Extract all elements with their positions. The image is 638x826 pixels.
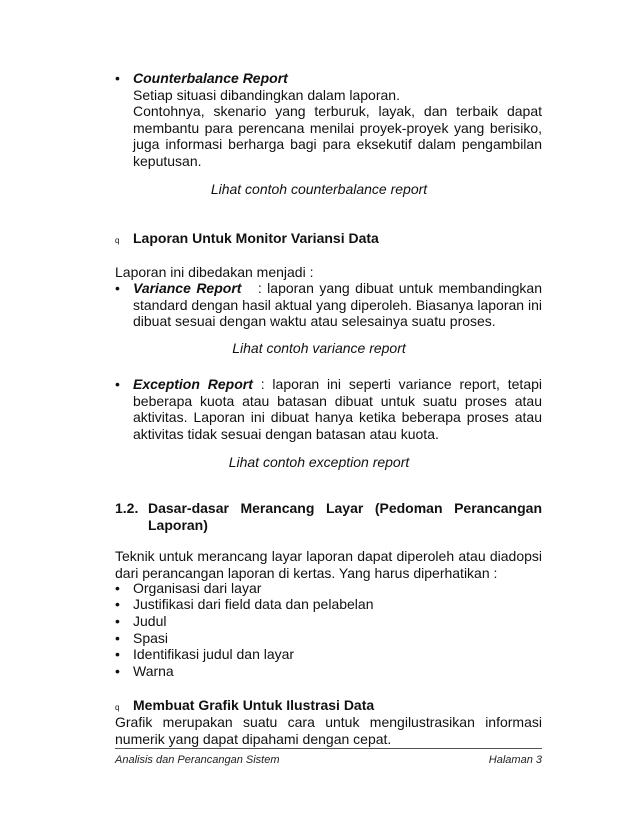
bullet-dot: • — [115, 580, 120, 596]
bullet-dot: • — [115, 376, 120, 392]
section-intro: Teknik untuk merancang layar laporan dapat diperoleh atau diadopsi dari perancangan laporan di kertas. Yang harus diperhatikan : — [115, 548, 542, 581]
section-title: Dasar-dasar Merancang Layar (Pedoman Perancangan Laporan) — [148, 500, 542, 533]
exception-text: : laporan ini seperti variance report, tetapi beberapa kuota atau batasan dibuat untuk suatu proses atau aktivitas. Laporan ini dibuat hanya ketika beberapa proses atau aktivitas tidak sesuai dengan batasan atau kuota. — [133, 376, 542, 442]
counterbalance-line1: Setiap situasi dibandingkan dalam laporan. — [133, 87, 400, 103]
footer-page-number: Halaman 3 — [488, 754, 542, 766]
bullet-dot: • — [115, 613, 120, 629]
counterbalance-title: Counterbalance Report — [133, 70, 288, 86]
list-item: Judul — [133, 613, 167, 629]
bullet-dot: • — [115, 70, 120, 86]
list-item: Organisasi dari layar — [133, 580, 262, 596]
grafik-text: Grafik merupakan suatu cara untuk mengilustrasikan informasi numerik yang dapat dipahami dengan cepat. — [115, 714, 542, 747]
bullet-dot: • — [115, 280, 120, 296]
q-bullet: q — [115, 236, 120, 245]
counterbalance-paragraph: Contohnya, skenario yang terburuk, layak, dan terbaik dapat membantu para perencana menilai proyek-proyek yang berisiko, juga informasi berharga bagi para eksekutif dalam pengambilan keputusan. — [133, 103, 542, 169]
list-item: Spasi — [133, 630, 169, 646]
bullet-dot: • — [115, 663, 120, 679]
list-item: Justifikasi dari field data dan pelabelan — [133, 596, 374, 612]
footer-left: Analisis dan Perancangan Sistem — [115, 754, 280, 766]
grafik-heading: Membuat Grafik Untuk Ilustrasi Data — [133, 697, 375, 713]
bullet-dot: • — [115, 630, 120, 646]
exception-title: Exception Report — [133, 376, 253, 392]
counterbalance-see-link: Lihat contoh counterbalance report — [210, 181, 428, 197]
variance-paragraph — [133, 280, 542, 330]
variance-see-link: Lihat contoh variance report — [232, 340, 406, 356]
exception-paragraph — [133, 376, 542, 442]
section-number: 1.2. — [115, 500, 139, 516]
bullet-dot: • — [115, 646, 120, 662]
monitor-intro: Laporan ini dibedakan menjadi : — [115, 264, 314, 280]
monitor-heading: Laporan Untuk Monitor Variansi Data — [133, 230, 379, 246]
bullet-dot: • — [115, 596, 120, 612]
variance-title: Variance Report — [133, 280, 242, 296]
variance-text: : laporan yang dibuat untuk membandingkan standard dengan hasil aktual yang diperoleh. Biasanya laporan ini dibuat sesuai dengan waktu atau selesainya suatu proses. — [133, 280, 542, 329]
list-item: Warna — [133, 663, 174, 679]
exception-see-link: Lihat contoh exception report — [228, 454, 410, 470]
list-item: Identifikasi judul dan layar — [133, 646, 295, 662]
footer-divider — [115, 748, 542, 749]
q-bullet: q — [115, 703, 120, 712]
